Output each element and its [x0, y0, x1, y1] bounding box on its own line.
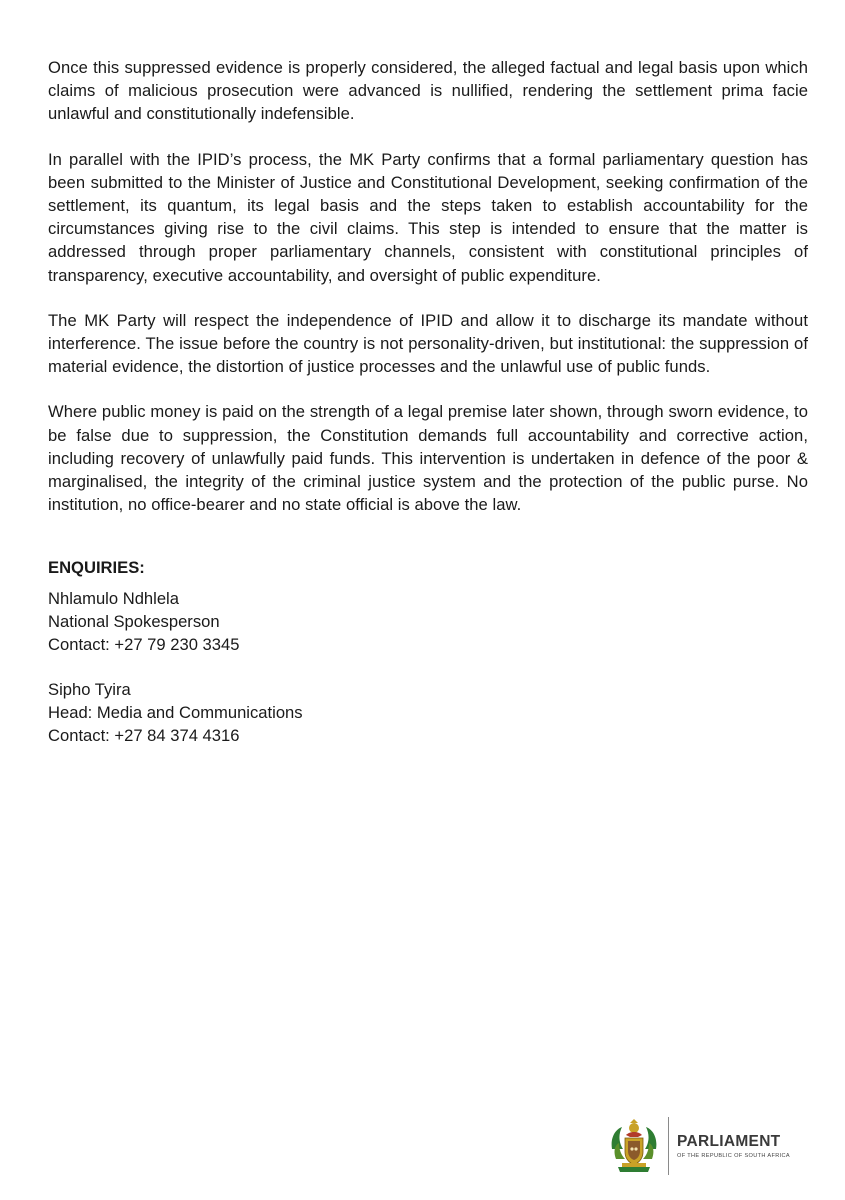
document-page: [48, 56, 808, 769]
paragraph-suppressed-evidence: Once this suppressed evidence is properly considered, the alleged factual and legal basis upon which claims of malicious prosecution were advanced is nullified, rendering the settlement prima facie unlawful and constitutionally indefensible.: [48, 58, 808, 124]
logo-title: PARLIAMENT: [677, 1133, 781, 1150]
parliament-logo: [608, 1117, 798, 1177]
contact-role: Head: Media and Communications: [48, 703, 303, 723]
contact-card: [48, 587, 808, 656]
coat-of-arms-icon: [608, 1119, 660, 1175]
contact-name: Sipho Tyira: [48, 680, 131, 700]
paragraph-accountability: Where public money is paid on the strength of a legal premise later shown, through sworn evidence, to be false due to suppression, the Constitution demands full accountability and corrective action, including recovery of unlawfully paid funds. This intervention is undertaken in defence of the poor & marginalised, the integrity of the criminal justice system and the protection of the public purse. No institution, no office-bearer and no state official is above the law.: [48, 402, 808, 515]
contact-role: National Spokesperson: [48, 612, 220, 632]
logo-divider: [668, 1117, 669, 1175]
paragraph-ipid-independence: The MK Party will respect the independence of IPID and allow it to discharge its mandate without interference. The issue before the country is not personality-driven, but institutional: the suppression of material evidence, the distortion of justice processes and the unlawful use of public funds.: [48, 310, 808, 377]
paragraph-parliamentary-question: In parallel with the IPID’s process, the MK Party confirms that a formal parliamentary question has been submitted to the Minister of Justice and Constitutional Development, seeking confirmation of the settlement, its quantum, its legal basis and the steps taken to establish accountability for the circumstances giving rise to the civil claims. This step is intended to ensure that the matter is addressed through proper parliamentary channels, consistent with constitutional principles of transparency, executive accountability, and oversight of public expenditure.: [48, 149, 808, 285]
contact-card: [48, 678, 808, 747]
contact-phone: Contact: +27 79 230 3345: [48, 635, 240, 655]
contact-phone: Contact: +27 84 374 4316: [48, 726, 240, 746]
logo-subtitle: OF THE REPUBLIC OF SOUTH AFRICA: [677, 1153, 791, 1159]
enquiries-heading: ENQUIRIES:: [48, 558, 145, 578]
contact-name: Nhlamulo Ndhlela: [48, 589, 179, 609]
